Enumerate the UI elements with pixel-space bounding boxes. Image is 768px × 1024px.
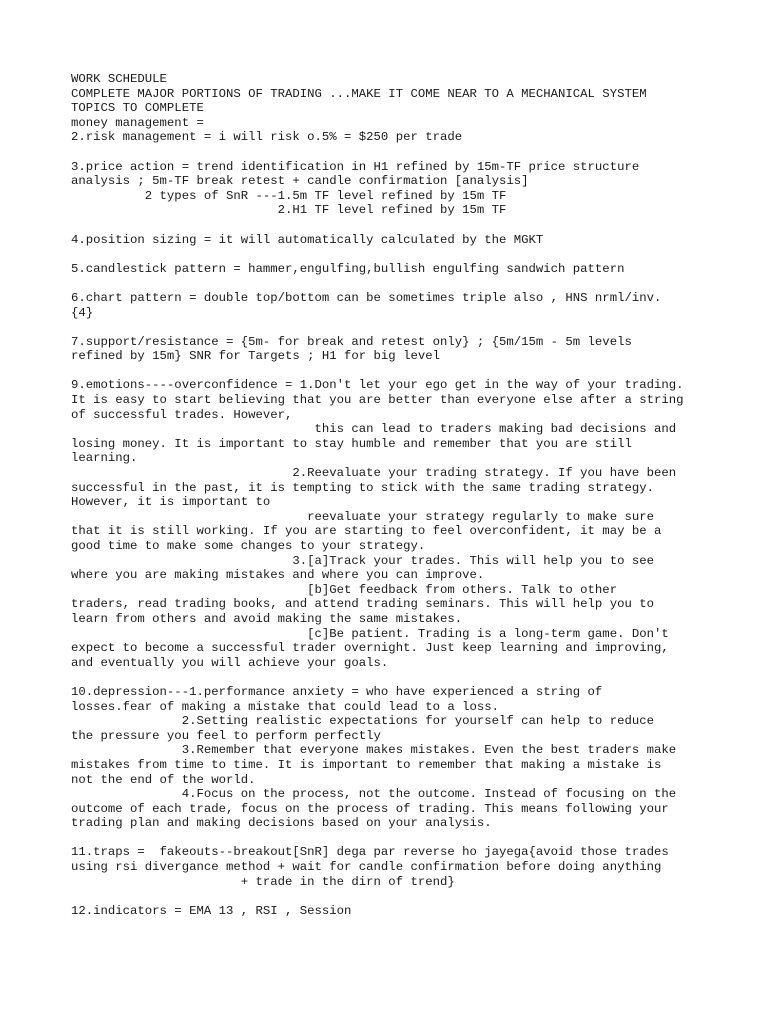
text-line: losing money. It is important to stay humble and remember that you are still: [71, 436, 632, 451]
text-line: 2 types of SnR ---1.5m TF level refined by 15m TF: [71, 188, 507, 203]
text-line: expect to become a successful trader overnight. Just keep learning and improving,: [71, 641, 669, 656]
text-line: losses.fear of making a mistake that could lead to a loss.: [71, 699, 500, 714]
text-line: traders, read trading books, and attend trading seminars. This will help you to: [71, 597, 654, 612]
text-line: 3.[a]Track your trades. This will help you to see: [71, 553, 654, 568]
text-line: 2.H1 TF level refined by 15m TF: [71, 203, 507, 218]
text-line: reevaluate your strategy regularly to make sure: [71, 509, 654, 524]
text-line: 7.support/resistance = {5m- for break and retest only} ; {5m/15m - 5m levels: [71, 334, 632, 349]
text-line: and eventually you will achieve your goals.: [71, 655, 389, 670]
document-body: [71, 72, 751, 918]
text-line: 5.candlestick pattern = hammer,engulfing,bullish engulfing sandwich pattern: [71, 261, 625, 276]
blank-line: [71, 670, 751, 685]
text-line: 3.price action = trend identification in H1 refined by 15m-TF price structure: [71, 159, 640, 174]
text-line: money management =: [71, 115, 204, 130]
text-line: learning.: [71, 451, 138, 466]
text-line: 4.position sizing = it will automatically calculated by the MGKT: [71, 232, 544, 247]
text-line: the pressure you feel to perform perfectly: [71, 728, 381, 743]
text-line: 10.depression---1.performance anxiety = who have experienced a string of: [71, 684, 603, 699]
blank-line: [71, 247, 751, 262]
text-line: 11.traps = fakeouts--breakout[SnR] dega par reverse ho jayega{avoid those trades: [71, 845, 669, 860]
text-line: where you are making mistakes and where you can improve.: [71, 568, 485, 583]
blank-line: [71, 364, 751, 379]
text-line: of successful trades. However,: [71, 407, 293, 422]
text-line: using rsi divergance method + wait for candle confirmation before doing anything: [71, 860, 662, 875]
text-line: [b]Get feedback from others. Talk to other: [71, 582, 618, 597]
blank-line: [71, 145, 751, 160]
text-line: WORK SCHEDULE: [71, 72, 167, 86]
text-line: 2.risk management = i will risk o.5% = $250 per trade: [71, 130, 463, 145]
text-line: 3.Remember that everyone makes mistakes. Even the best traders make: [71, 743, 677, 758]
text-line: [c]Be patient. Trading is a long-term game. Don't: [71, 626, 669, 641]
text-line: analysis ; 5m-TF break retest + candle confirmation [analysis]: [71, 174, 529, 189]
text-line: + trade in the dirn of trend}: [71, 874, 455, 889]
text-line: {4}: [71, 305, 94, 320]
text-line: 2.Setting realistic expectations for yourself can help to reduce: [71, 714, 654, 729]
text-line: not the end of the world.: [71, 772, 256, 787]
text-line: 2.Reevaluate your trading strategy. If you have been: [71, 466, 677, 481]
blank-line: [71, 831, 751, 846]
text-line: mistakes from time to time. It is important to remember that making a mistake is: [71, 757, 662, 772]
text-line: outcome of each trade, focus on the process of trading. This means following your: [71, 801, 669, 816]
text-line: 12.indicators = EMA 13 , RSI , Session: [71, 903, 352, 918]
text-line: 9.emotions----overconfidence = 1.Don't let your ego get in the way of your trading.: [71, 378, 684, 393]
blank-line: [71, 889, 751, 904]
blank-line: [71, 276, 751, 291]
text-line: refined by 15m} SNR for Targets ; H1 for big level: [71, 349, 440, 364]
text-line: good time to make some changes to your strategy.: [71, 539, 426, 553]
blank-line: [71, 218, 751, 233]
blank-line: [71, 320, 751, 335]
text-line: this can lead to traders making bad decisions and: [71, 422, 677, 437]
text-line: 4.Focus on the process, not the outcome. Instead of focusing on the: [71, 787, 677, 802]
text-line: 6.chart pattern = double top/bottom can be sometimes triple also , HNS nrml/inv.: [71, 290, 662, 305]
text-line: learn from others and avoid making the same mistakes.: [71, 611, 463, 626]
text-line: trading plan and making decisions based on your analysis.: [71, 816, 492, 831]
text-line: It is easy to start believing that you are better than everyone else after a string: [71, 393, 684, 408]
text-line: TOPICS TO COMPLETE: [71, 101, 204, 116]
text-line: COMPLETE MAJOR PORTIONS OF TRADING ...MAKE IT COME NEAR TO A MECHANICAL SYSTEM: [71, 86, 647, 101]
text-line: that it is still working. If you are starting to feel overconfident, it may be a: [71, 524, 662, 539]
text-line: successful in the past, it is tempting to stick with the same trading strategy.: [71, 480, 654, 495]
text-line: However, it is important to: [71, 495, 271, 510]
